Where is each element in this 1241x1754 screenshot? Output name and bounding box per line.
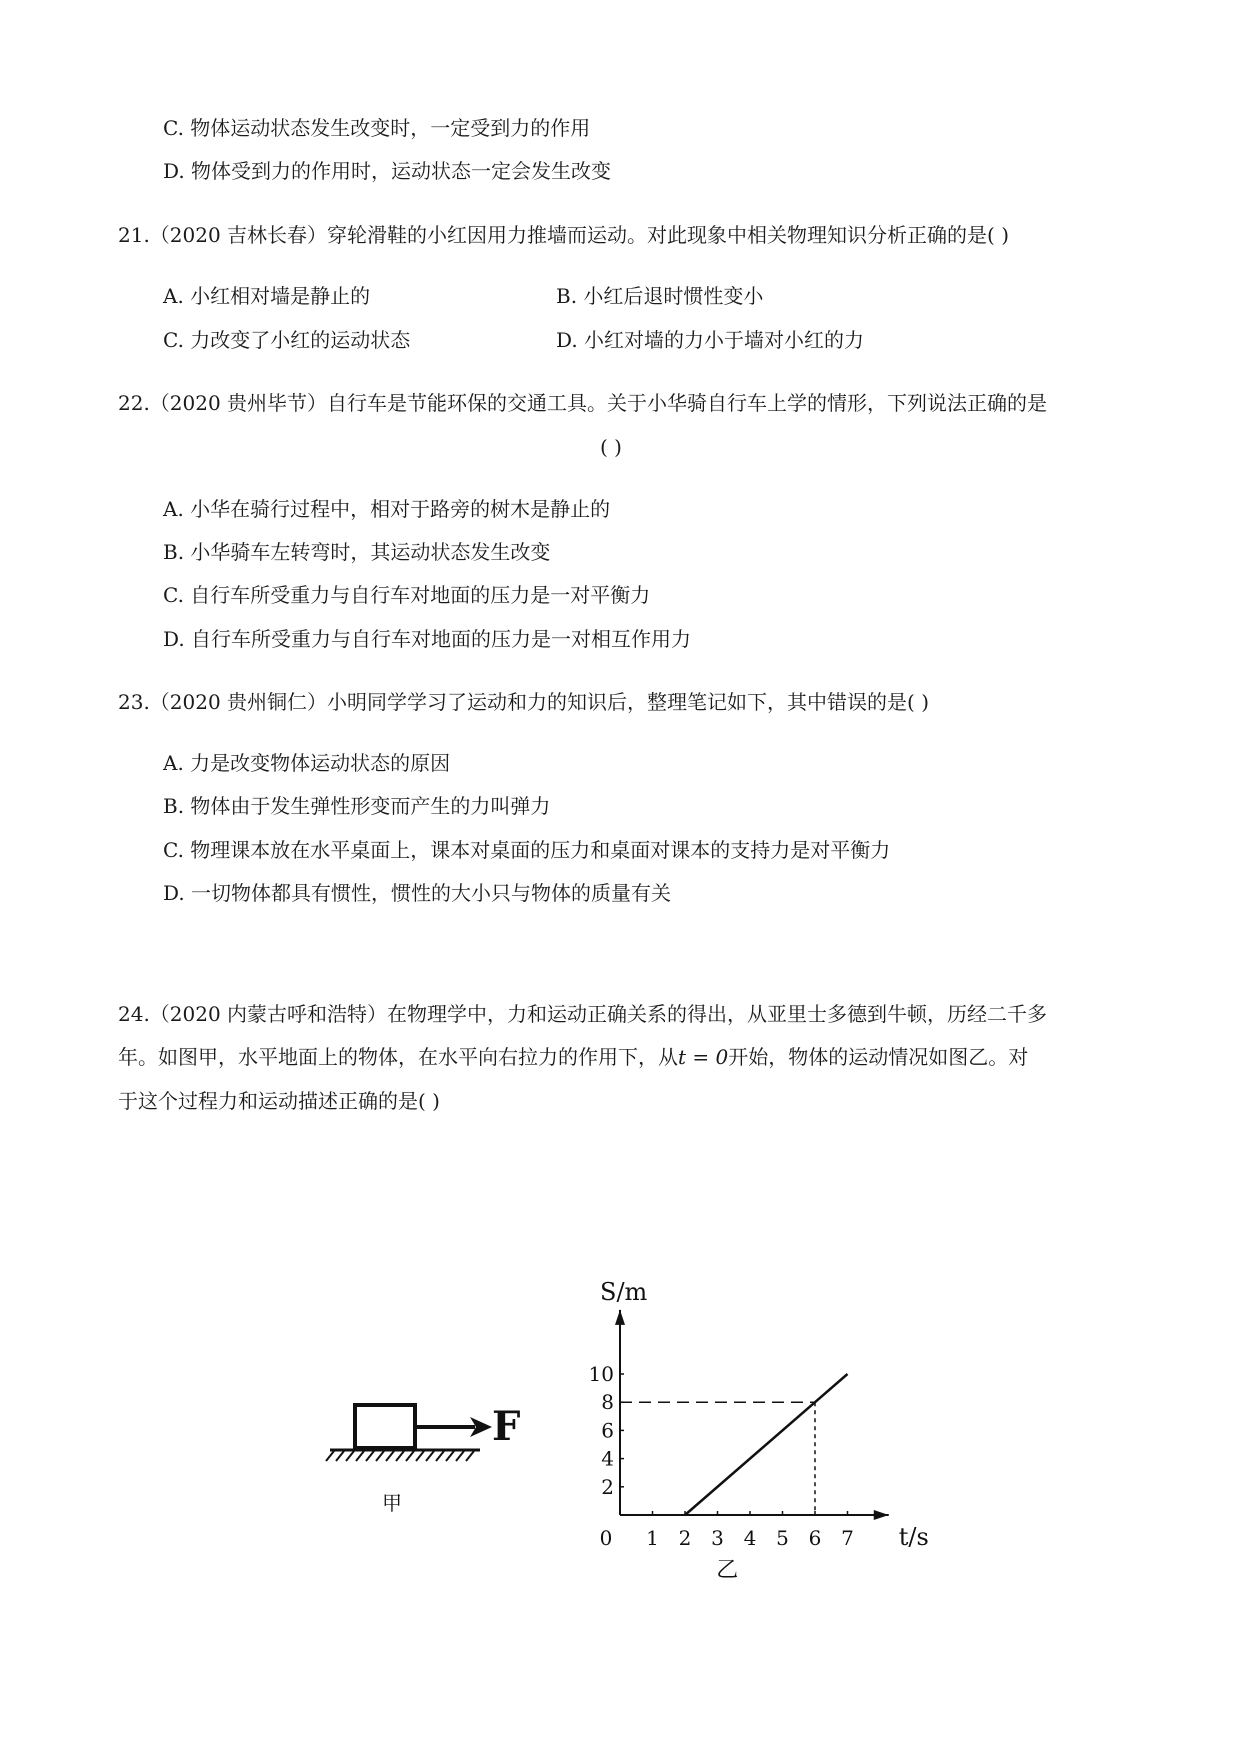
q21-option-a: A. 小红相对墙是静止的 (163, 284, 371, 308)
prev-option-d: D. 物体受到力的作用时，运动状态一定会发生改变 (163, 159, 612, 183)
q22-option-b: B. 小华骑车左转弯时，其运动状态发生改变 (163, 540, 551, 564)
figure-jia-caption: 甲 (382, 1491, 402, 1515)
x-tick-label: 7 (841, 1526, 854, 1550)
q23-option-b: B. 物体由于发生弹性形变而产生的力叫弹力 (163, 794, 551, 818)
hatch-stroke (426, 1451, 434, 1461)
q23-option-a: A. 力是改变物体运动状态的原因 (163, 751, 451, 775)
ground-hatching (326, 1451, 474, 1461)
y-tick-label: 2 (601, 1474, 614, 1499)
x-tick-label: 3 (711, 1526, 724, 1550)
q23-option-c: C. 物理课本放在水平桌面上，课本对桌面的压力和桌面对课本的支持力是对平衡力 (163, 838, 891, 862)
q22-option-c: C. 自行车所受重力与自行车对地面的压力是一对平衡力 (163, 583, 651, 607)
q24-stem-line-3: 于这个过程力和运动描述正确的是( ) (118, 1089, 440, 1113)
x-tick-label: 1 (646, 1526, 659, 1550)
q22-answer-paren: ( ) (600, 435, 622, 459)
force-label: F (492, 1403, 521, 1450)
prev-option-c: C. 物体运动状态发生改变时，一定受到力的作用 (163, 116, 591, 140)
hatch-stroke (356, 1451, 364, 1461)
x-tick-label: 2 (678, 1526, 692, 1550)
hatch-stroke (366, 1451, 374, 1461)
y-tick-label: 4 (601, 1446, 614, 1471)
x-tick-label: 5 (776, 1526, 789, 1550)
q21-option-c: C. 力改变了小红的运动状态 (163, 328, 411, 352)
hatch-stroke (336, 1451, 344, 1461)
q24-line2-text-post: 开始，物体的运动情况如图乙。对 (728, 1045, 1029, 1069)
q23-stem: 23.（2020 贵州铜仁）小明同学学习了运动和力的知识后，整理笔记如下，其中错误的是( ) (118, 690, 930, 714)
q24-line2-math: t = 0 (678, 1045, 729, 1069)
x-axis-arrow (874, 1510, 889, 1520)
q22-option-a: A. 小华在骑行过程中，相对于路旁的树木是静止的 (163, 497, 611, 521)
series-line (685, 1374, 848, 1515)
hatch-stroke (436, 1451, 444, 1461)
q22-stem: 22.（2020 贵州毕节）自行车是节能环保的交通工具。关于小华骑自行车上学的情形，下列说法正确的是 (118, 391, 1048, 415)
y-tick-label: 8 (601, 1390, 614, 1415)
hatch-stroke (346, 1451, 354, 1461)
figure-yi-caption: 乙 (716, 1558, 739, 1583)
x-tick-label: 6 (808, 1526, 822, 1550)
hatch-stroke (326, 1451, 334, 1461)
q21-option-b: B. 小红后退时惯性变小 (556, 284, 764, 308)
q21-stem: 21.（2020 吉林长春）穿轮滑鞋的小红因用力推墙而运动。对此现象中相关物理知识分析正确的是( ) (118, 223, 1010, 247)
y-tick-label: 6 (601, 1418, 614, 1443)
hatch-stroke (466, 1451, 474, 1461)
q22-option-d: D. 自行车所受重力与自行车对地面的压力是一对相互作用力 (163, 627, 692, 651)
x-tick-label: 4 (743, 1526, 757, 1550)
figure-yi-chart (580, 1275, 929, 1585)
hatch-stroke (386, 1451, 394, 1461)
y-axis-label: S/m (600, 1277, 648, 1306)
hatch-stroke (376, 1451, 384, 1461)
hatch-stroke (396, 1451, 404, 1461)
block (355, 1405, 415, 1448)
q24-line2-text-pre: 年。如图甲，水平地面上的物体，在水平向右拉力的作用下，从 (118, 1045, 678, 1069)
q24-stem-line-2 (118, 1043, 1028, 1071)
q24-stem-line-1: 24.（2020 内蒙古呼和浩特）在物理学中，力和运动正确关系的得出，从亚里士多德到牛顿，历经二千多 (118, 1002, 1048, 1026)
y-tick-label: 10 (588, 1362, 614, 1386)
q23-option-d: D. 一切物体都具有惯性，惯性的大小只与物体的质量有关 (163, 881, 672, 905)
x-tick-label: 0 (599, 1526, 613, 1550)
x-axis-label: t/s (898, 1523, 929, 1551)
q21-option-d: D. 小红对墙的力小于墙对小红的力 (556, 328, 865, 352)
y-axis-arrow (615, 1310, 625, 1325)
hatch-stroke (456, 1451, 464, 1461)
figure-jia (320, 1395, 540, 1525)
hatch-stroke (416, 1451, 424, 1461)
hatch-stroke (406, 1451, 414, 1461)
hatch-stroke (446, 1451, 454, 1461)
